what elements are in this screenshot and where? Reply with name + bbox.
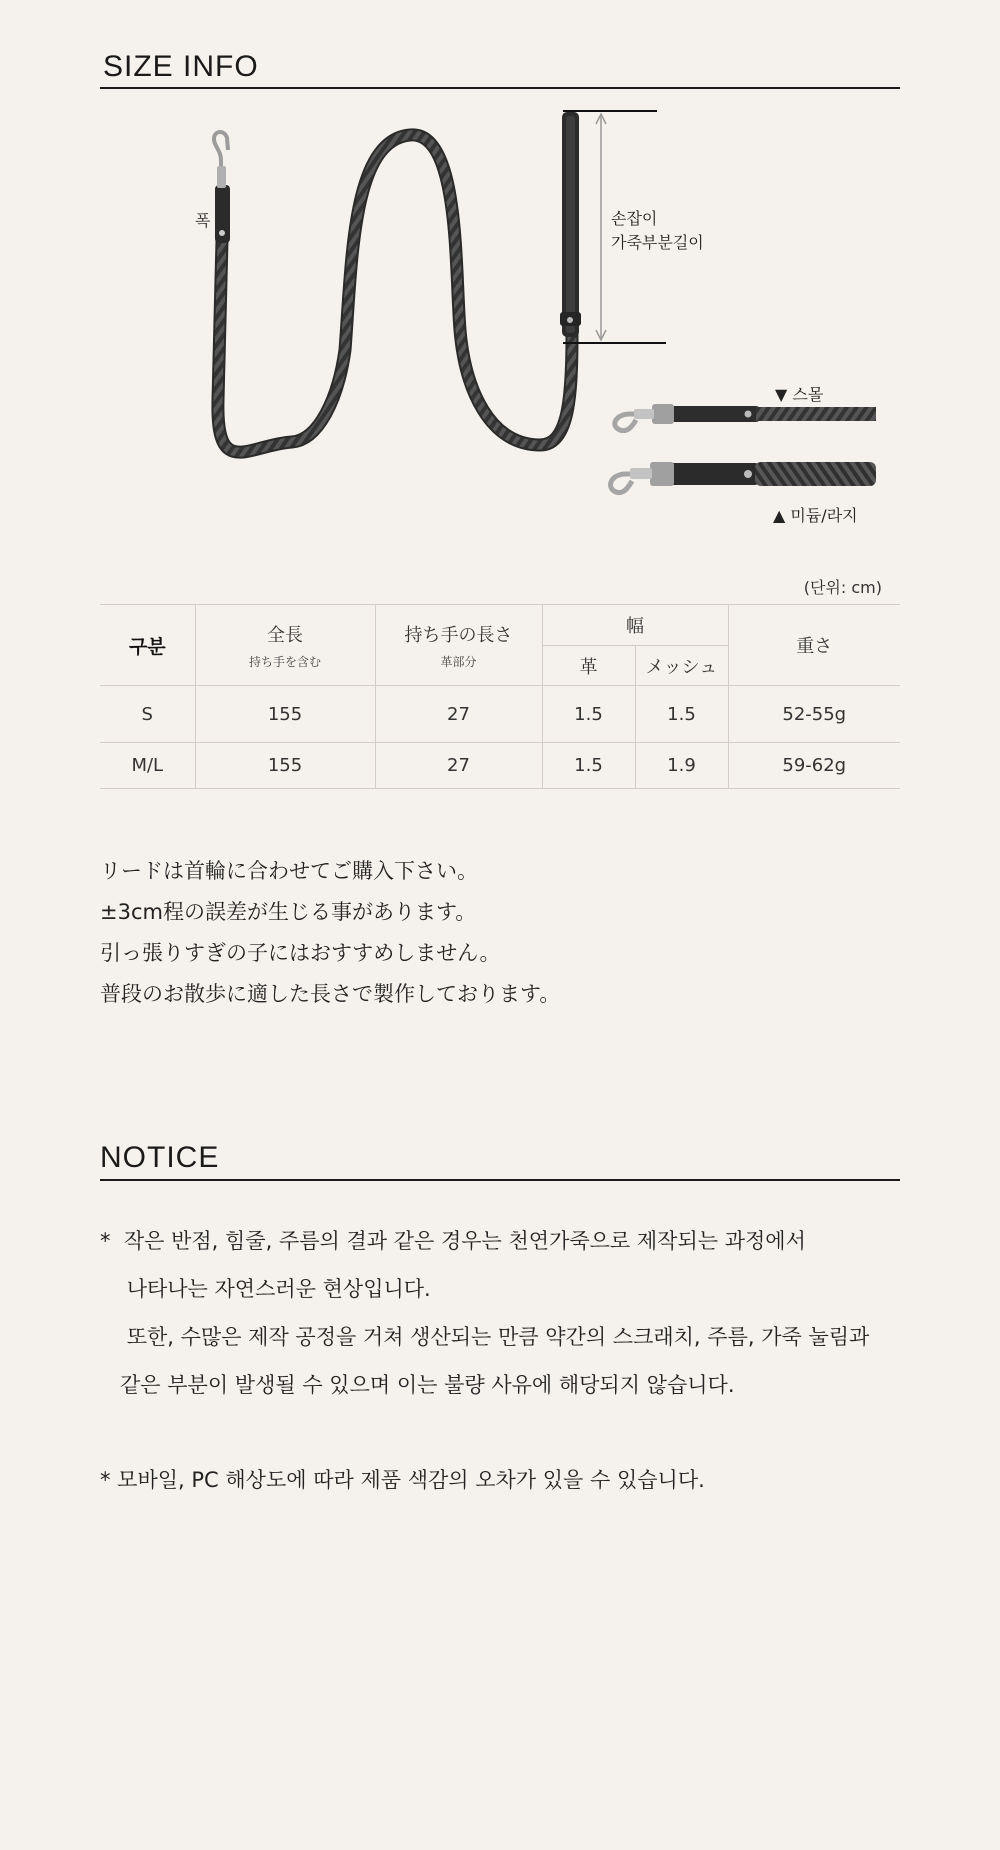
- th-total-length-main: 全長: [267, 624, 303, 646]
- cell-size: S: [100, 686, 195, 743]
- th-width-mesh: メッシュ: [635, 646, 728, 686]
- th-weight: 重さ: [728, 605, 900, 686]
- th-width-leather: 革: [542, 646, 635, 686]
- cell-leather: 1.5: [542, 686, 635, 743]
- th-handle-length: [375, 605, 542, 686]
- leash-diagram: [0, 100, 1000, 540]
- leash-clip: [214, 132, 230, 243]
- handle-label-line1: 손잡이: [611, 209, 658, 228]
- th-total-length: [195, 605, 375, 686]
- notice-title: NOTICE: [100, 1141, 220, 1174]
- note-line: ±3cm程の誤差が生じる事があります。: [100, 900, 477, 924]
- medium-large-label: ▲ 미듐/라지: [773, 506, 858, 525]
- size-info-divider: [100, 87, 900, 89]
- note-line: リードは首輪に合わせてご購入下さい。: [100, 859, 478, 883]
- handle-label-line2: 가죽부분길이: [611, 233, 704, 252]
- medium-large-detail: [611, 462, 876, 493]
- note-line: 引っ張りすぎの子にはおすすめしません。: [100, 941, 501, 965]
- size-notes: [100, 851, 560, 1015]
- cell-weight: 59-62g: [728, 743, 900, 789]
- small-label: ▼ 스몰: [775, 385, 824, 404]
- note-line: 普段のお散歩に適した長さで製作しております。: [100, 982, 561, 1006]
- notice-line: * 작은 반점, 힘줄, 주름의 결과 같은 경우는 천연가죽으로 제작되는 과정에서: [100, 1229, 806, 1253]
- width-label: 폭: [195, 211, 211, 230]
- th-handle-length-main: 持ち手の長さ: [404, 624, 513, 646]
- cell-total: 155: [195, 743, 375, 789]
- th-width: 幅: [542, 605, 728, 646]
- cell-total: 155: [195, 686, 375, 743]
- notice-line: 또한, 수많은 제작 공정을 거쳐 생산되는 만큼 약간의 스크래치, 주름, 가죽 눌림과: [100, 1325, 870, 1349]
- unit-label: (단위: cm): [803, 578, 882, 597]
- cell-leather: 1.5: [542, 743, 635, 789]
- leash-body: [218, 135, 572, 452]
- size-info-title: SIZE INFO: [103, 50, 259, 83]
- size-table: [100, 604, 900, 789]
- th-handle-length-sub: 革部分: [440, 654, 477, 669]
- cell-handle: 27: [375, 743, 542, 789]
- th-category: 구분: [100, 605, 195, 686]
- table-row: [100, 743, 900, 789]
- small-size-detail: [615, 404, 876, 431]
- table-row: [100, 686, 900, 743]
- notice-line: 나타나는 자연스러운 현상입니다.: [100, 1277, 431, 1301]
- cell-weight: 52-55g: [728, 686, 900, 743]
- cell-size: M/L: [100, 743, 195, 789]
- cell-mesh: 1.9: [635, 743, 728, 789]
- notice-footer-line: * 모바일, PC 해상도에 따라 제품 색감의 오차가 있을 수 있습니다.: [100, 1468, 705, 1492]
- leash-handle: [560, 112, 581, 337]
- notice-line: 같은 부분이 발생될 수 있으며 이는 불량 사유에 해당되지 않습니다.: [100, 1373, 735, 1397]
- cell-mesh: 1.5: [635, 686, 728, 743]
- notice-divider: [100, 1179, 900, 1181]
- notice-text: [100, 1217, 869, 1409]
- notice-footer: [100, 1456, 705, 1504]
- th-total-length-sub: 持ち手を含む: [248, 654, 321, 669]
- cell-handle: 27: [375, 686, 542, 743]
